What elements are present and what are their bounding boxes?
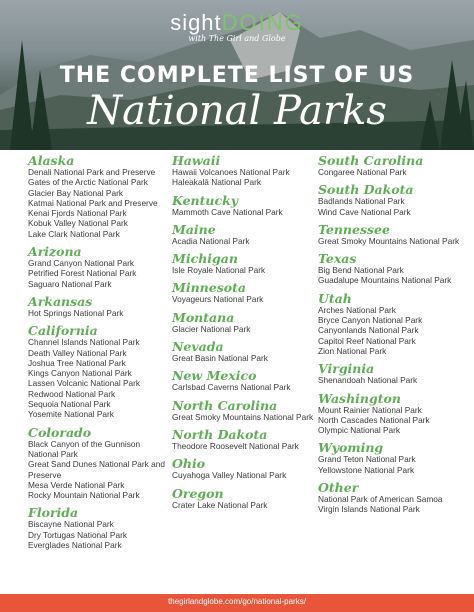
state-heading: Ohio bbox=[172, 456, 206, 472]
state-heading: Arkansas bbox=[28, 293, 93, 309]
park-item: Mount Rainier National Park bbox=[318, 404, 422, 415]
park-item: Great Basin National Park bbox=[172, 353, 268, 364]
park-item: Bryce Canyon National Park bbox=[318, 315, 423, 326]
sightdoing-logo: sightDOING with The Girl and Globe bbox=[170, 10, 304, 43]
state-heading: Michigan bbox=[172, 251, 238, 267]
state-heading: Florida bbox=[28, 505, 79, 521]
park-item: Olympic National Park bbox=[318, 425, 401, 436]
state-heading: North Dakota bbox=[172, 426, 268, 442]
park-item: Channel Islands National Park bbox=[28, 337, 140, 348]
park-item: Zion National Park bbox=[318, 345, 387, 356]
park-item: Kobuk Valley National Park bbox=[28, 218, 128, 229]
park-item: Gates of the Arctic National Park bbox=[28, 177, 148, 188]
park-item: Arches National Park bbox=[318, 304, 396, 315]
park-item: Great Smoky Mountains National Park bbox=[318, 235, 460, 246]
park-item: Theodore Roosevelt National Park bbox=[172, 440, 299, 451]
park-item: Rocky Mountain National Park bbox=[28, 490, 140, 501]
state-heading: Other bbox=[318, 480, 359, 496]
state-heading: California bbox=[28, 323, 98, 339]
state-heading: Colorado bbox=[28, 424, 92, 440]
header-photo bbox=[0, 0, 474, 150]
park-item: Petrified Forest National Park bbox=[28, 268, 137, 279]
state-heading: Washington bbox=[318, 390, 401, 406]
state-heading: Utah bbox=[318, 290, 352, 306]
state-heading: Nevada bbox=[172, 339, 224, 355]
state-heading: Wyoming bbox=[318, 440, 384, 456]
park-item: Hawaii Volcanoes National Park bbox=[172, 167, 290, 177]
state-heading: Tennessee bbox=[318, 221, 390, 237]
park-item: Yellowstone National Park bbox=[318, 464, 415, 475]
park-item: Congaree National Park bbox=[318, 167, 407, 177]
park-item: Kenai Fjords National Park bbox=[28, 208, 127, 219]
state-heading: Texas bbox=[318, 251, 357, 267]
state-heading: Kentucky bbox=[172, 192, 239, 208]
park-item: Mesa Verde National Park bbox=[28, 479, 125, 490]
park-item: Dry Tortugas National Park bbox=[28, 529, 127, 540]
state-heading: Virginia bbox=[318, 361, 375, 377]
park-item: Shenandoah National Park bbox=[318, 375, 418, 386]
park-item: Saguaro National Park bbox=[28, 278, 112, 289]
park-item: Cuyahoga Valley National Park bbox=[172, 470, 287, 481]
park-item: Lassen Volcanic National Park bbox=[28, 378, 141, 389]
park-item: North Cascades National Park bbox=[318, 414, 430, 425]
park-item: Everglades National Park bbox=[28, 540, 122, 551]
footer-url[interactable]: thegirlandglobe.com/go/national-parks/ bbox=[168, 597, 306, 606]
state-heading: Hawaii bbox=[172, 153, 221, 168]
park-item: Black Canyon of the Gunnison National Park bbox=[28, 438, 141, 459]
park-item: National Park of American Samoa bbox=[318, 494, 443, 505]
park-item: Kings Canyon National Park bbox=[28, 368, 132, 379]
title-line-2: National Parks bbox=[87, 88, 387, 134]
state-heading: South Dakota bbox=[318, 182, 414, 198]
park-item: Capitol Reef National Park bbox=[318, 335, 416, 346]
park-item: Joshua Tree National Park bbox=[28, 357, 126, 368]
park-item: Death Valley National Park bbox=[28, 347, 127, 358]
park-item: Mammoth Cave National Park bbox=[172, 206, 283, 217]
park-item: Isle Royale National Park bbox=[172, 265, 266, 276]
state-heading: Minnesota bbox=[172, 280, 246, 296]
park-item: Yosemite National Park bbox=[28, 409, 114, 420]
park-item: Great Smoky Mountains National Park bbox=[172, 411, 314, 422]
state-heading: South Carolina bbox=[318, 153, 424, 168]
park-item: Crater Lake National Park bbox=[172, 499, 268, 510]
park-item: Virgin Islands National Park bbox=[318, 504, 420, 515]
park-item: Canyonlands National Park bbox=[318, 325, 419, 336]
park-item: Haleakalā National Park bbox=[172, 177, 262, 188]
park-item: Lake Clark National Park bbox=[28, 228, 120, 239]
park-item: Sequoia National Park bbox=[28, 399, 111, 410]
park-item: Voyageurs National Park bbox=[172, 294, 264, 305]
state-heading: Montana bbox=[172, 309, 235, 325]
state-heading: New Mexico bbox=[172, 368, 257, 384]
park-item: Hot Springs National Park bbox=[28, 307, 124, 318]
state-heading: Oregon bbox=[172, 485, 224, 501]
park-item: Grand Teton National Park bbox=[318, 454, 416, 465]
park-item: Badlands National Park bbox=[318, 196, 405, 207]
park-item: Biscayne National Park bbox=[28, 519, 114, 530]
column-1 bbox=[28, 154, 170, 550]
column-2 bbox=[172, 154, 314, 510]
footer-bar bbox=[0, 594, 474, 612]
state-heading: Maine bbox=[172, 221, 216, 237]
state-heading: Arizona bbox=[28, 244, 82, 260]
column-3 bbox=[318, 154, 468, 515]
title-line-1: THE COMPLETE LIST OF US bbox=[59, 63, 415, 88]
park-item: Katmai National Park and Preserve bbox=[28, 197, 158, 208]
park-item: Guadalupe Mountains National Park bbox=[318, 275, 452, 286]
park-item: Glacier National Park bbox=[172, 323, 251, 334]
state-heading: North Carolina bbox=[172, 397, 278, 413]
park-item: Acadia National Park bbox=[172, 235, 250, 246]
park-item: Carlsbad Caverns National Park bbox=[172, 382, 291, 393]
park-item: Glacier Bay National Park bbox=[28, 187, 123, 198]
park-item: Big Bend National Park bbox=[318, 265, 404, 276]
park-item: Grand Canyon National Park bbox=[28, 258, 135, 269]
park-item: Wind Cave National Park bbox=[318, 206, 411, 217]
park-item: Great Sand Dunes National Park and Preserve bbox=[28, 459, 165, 480]
state-heading: Alaska bbox=[28, 153, 75, 168]
park-item: Redwood National Park bbox=[28, 388, 116, 399]
park-item: Denali National Park and Preserve bbox=[28, 167, 156, 177]
